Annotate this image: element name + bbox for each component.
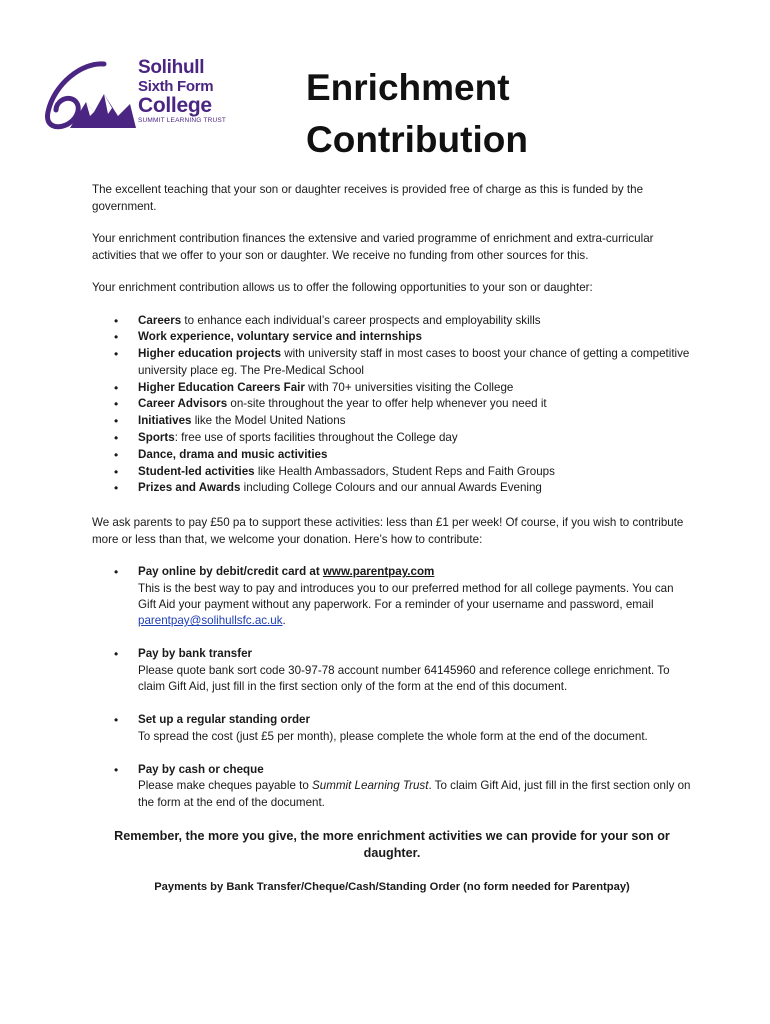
payment-online-body: This is the best way to pay and introduces you to our preferred method for all college payments. You can Gift Aid your payment without any paperwork. For a reminder of your username and password, email [138,581,674,611]
bullet-icon: • [114,330,119,345]
item-text: with 70+ universities visiting the College [304,380,514,394]
college-logo [42,58,232,132]
bullet-icon: • [114,481,119,496]
document-body [92,182,692,895]
item-text: to enhance each individual’s career prospects and employability skills [181,313,541,327]
item-bold: Student-led activities [138,464,255,478]
item-text: like the Model United Nations [191,414,346,428]
payment-standing-order [92,712,692,745]
list-item [92,380,692,397]
payment-cheque-body-1: Please make cheques payable to [138,779,313,793]
logo-line-1: Solihull [138,57,205,78]
item-text: including College Colours and our annual Awards Evening [240,481,542,495]
payment-standing-body: To spread the cost (just £5 per month), please complete the whole form at the end of the document. [138,729,648,743]
bullet-icon: • [114,414,119,429]
bullet-icon: • [114,347,119,362]
logo-line-2: Sixth Form [138,78,214,95]
payment-online [92,564,692,629]
footer-note: Payments by Bank Transfer/Cheque/Cash/Standing Order (no form needed for Parentpay) [154,880,630,893]
item-bold: Higher education projects [138,347,282,361]
payment-online-heading-text: Pay online by debit/credit card at [138,565,323,579]
list-item [92,346,692,380]
list-item [92,464,692,481]
item-text: like Health Ambassadors, Student Reps and Faith Groups [254,464,555,478]
parentpay-link[interactable]: www.parentpay.com [322,565,435,579]
bullet-icon: • [114,397,119,412]
payment-cheque-heading: Pay by cash or cheque [138,762,264,776]
item-bold: Work experience, voluntary service and internships [138,330,422,344]
payment-bank-heading: Pay by bank transfer [138,647,253,661]
list-item [92,447,692,464]
opportunities-list [92,313,692,498]
ask-paragraph: We ask parents to pay £50 pa to support these activities: less than £1 per week! Of course, if you wish to contribute more or less than that, we welcome your donation. Here’s how to contribute: [92,516,684,546]
bullet-icon: • [114,565,119,580]
page-title [306,62,528,166]
payment-online-heading [138,565,434,578]
bullet-icon: • [114,647,119,662]
bullet-icon: • [114,464,119,479]
payment-methods-list [92,564,692,811]
intro-paragraph-3: Your enrichment contribution allows us to offer the following opportunities to your son or daughter: [92,281,593,294]
title-line-1: Enrichment [306,67,510,108]
intro-paragraph-2: Your enrichment contribution finances the extensive and varied programme of enrichment and extra-curricular activities that we offer to your son or daughter. We receive no funding from other sources for this. [92,232,654,262]
item-bold: Prizes and Awards [138,481,241,495]
closing-statement: Remember, the more you give, the more enrichment activities we can provide for your son or daughter. [114,828,670,861]
bullet-icon: • [114,313,119,328]
item-text: on-site throughout the year to offer help whenever you need it [227,397,547,411]
payment-standing-heading: Set up a regular standing order [138,713,311,727]
bullet-icon: • [114,447,119,462]
list-item [92,313,692,330]
item-bold: Higher Education Careers Fair [138,380,305,394]
parentpay-email-link[interactable]: parentpay@solihullsfc.ac.uk [138,614,283,628]
payment-cheque [92,762,692,811]
list-item [92,413,692,430]
item-bold: Career Advisors [138,397,228,411]
bullet-icon: • [114,713,119,728]
item-bold: Sports [138,431,175,445]
logo-wordmark [138,58,226,125]
payee-name: Summit Learning Trust [312,779,429,793]
list-item [92,329,692,346]
payment-cheque-body-2: . To claim Gift Aid, just fill in the first section only on the form at the end of the document. [138,779,691,809]
mountain-six-icon [42,58,138,132]
bullet-icon: • [114,431,119,446]
payment-bank [92,646,692,695]
item-bold: Dance, drama and music activities [138,447,328,461]
title-line-2: Contribution [306,119,528,160]
list-item [92,430,692,447]
item-bold: Initiatives [138,414,192,428]
bullet-icon: • [114,380,119,395]
item-text: : free use of sports facilities throughout the College day [174,431,458,445]
logo-line-3: College [138,94,212,117]
payment-online-end: . [282,614,286,628]
item-bold: Careers [138,313,182,327]
list-item [92,396,692,413]
intro-paragraph-1: The excellent teaching that your son or daughter receives is provided free of charge as this is funded by the government. [92,183,644,213]
bullet-icon: • [114,762,119,777]
list-item [92,480,692,497]
item-text: with university staff in most cases to boost your chance of getting a competitive university place eg. The Pre-Medical School [138,347,690,377]
payment-bank-body: Please quote bank sort code 30-97-78 account number 64145960 and reference college enrichment. To claim Gift Aid, just fill in the first section only of the form at the end of this document. [138,663,670,694]
logo-line-4: SUMMIT LEARNING TRUST [138,117,227,124]
